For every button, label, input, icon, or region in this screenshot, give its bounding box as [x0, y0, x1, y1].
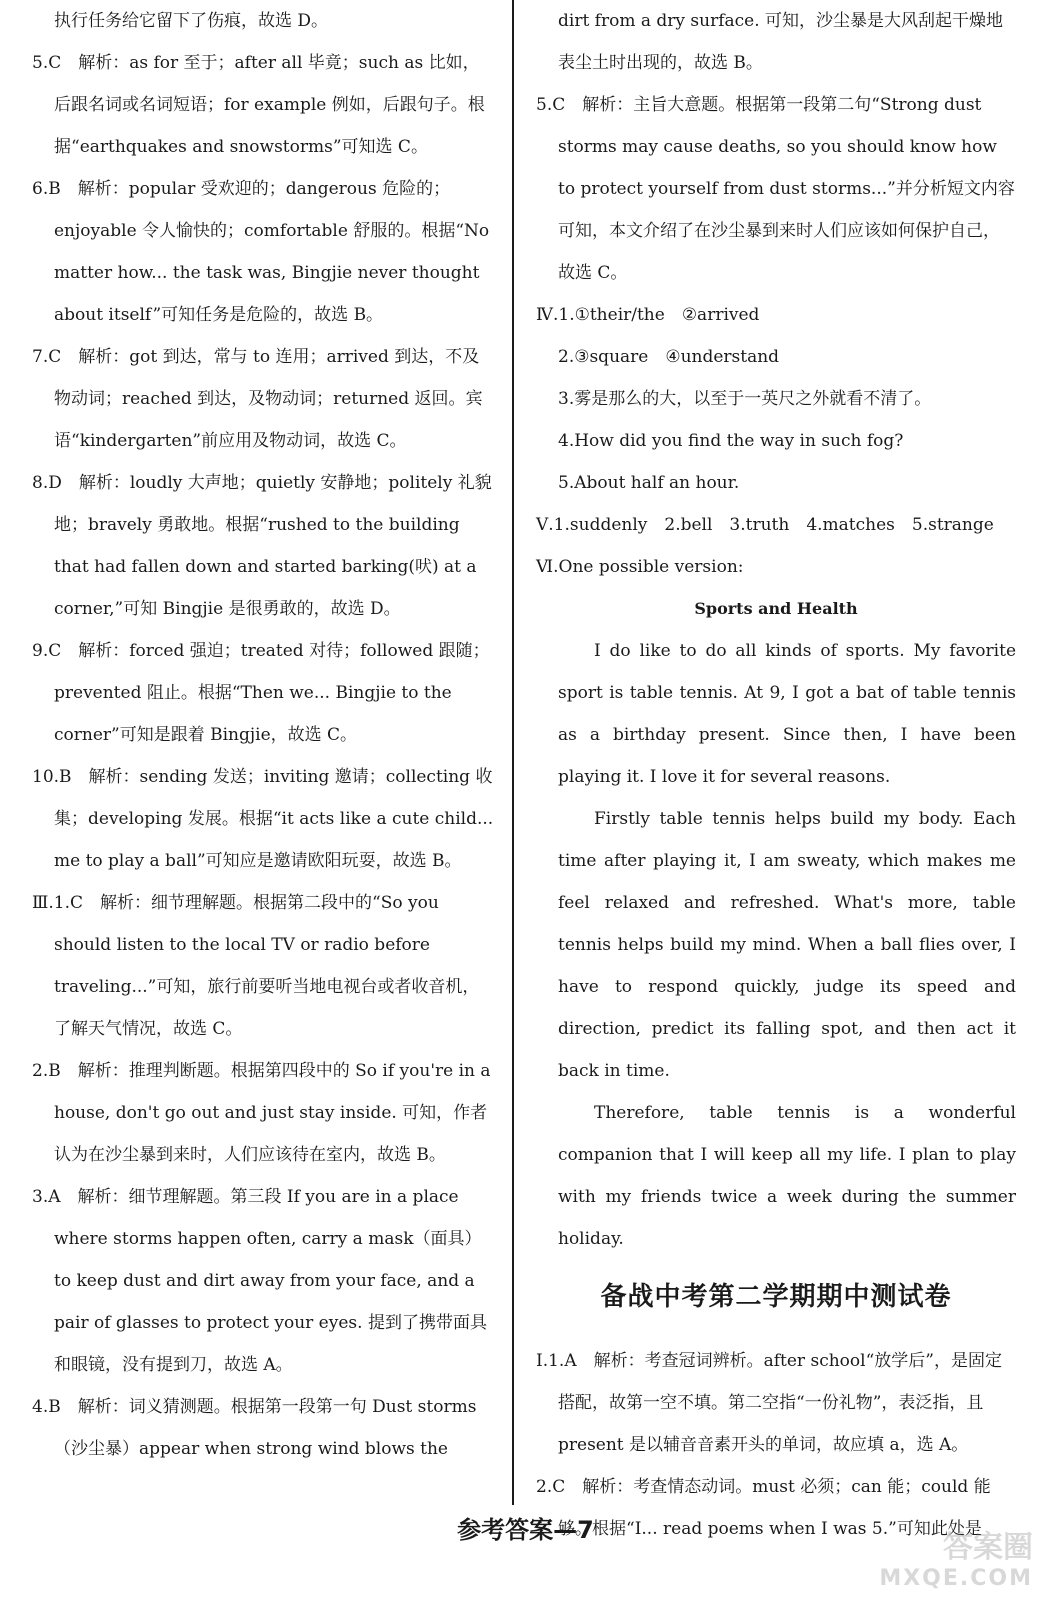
answer-item: 2.C 解析：考查情态动词。must 必须；can 能；could 能够。根据“I... read poems when I was 5.”可知此处是: [536, 1477, 991, 1539]
answer-item: Ⅰ.1.A 解析：考查冠词辨析。after school“放学后”，是固定搭配，故第一空不填。第二空指“一份礼物”，表泛指，且 present 是以辅音音素开头的单词，故应填 a，选 A。: [536, 1351, 1002, 1455]
answer-continuation: 执行任务给它留下了伤痕，故选 D。: [54, 11, 329, 31]
answer-item: 5.C 解析：主旨大意题。根据第一段第二句“Strong dust storms may cause deaths, so you should know how to protect yourself from dust storms...”并分析短文内容可知，本文介绍了在沙尘暴到来时人们应该如何保护自己，故选 C。: [536, 95, 1015, 283]
watermark-url: MXQE.COM: [879, 1566, 1033, 1591]
answer-item: 2.B 解析：推理判断题。根据第四段中的 So if you're in a house, don't go out and just stay inside. 可知，作者认为在沙尘暴到来时，人们应该待在室内，故选 B。: [32, 1061, 491, 1165]
essay-paragraph: I do like to do all kinds of sports. My favorite sport is table tennis. At 9, I got a bat of table tennis as a birthday present. Since then, I have been playing it. I love it for several reasons.: [558, 641, 1016, 787]
answer-item: 2.③square ④understand: [558, 347, 780, 367]
column-divider: [512, 0, 514, 1505]
answer-continuation: dirt from a dry surface. 可知，沙尘暴是大风刮起干燥地表尘土时出现的，故选 B。: [558, 11, 1004, 73]
essay-paragraph: Firstly table tennis helps build my body. Each time after playing it, I am sweaty, which makes me feel relaxed and refreshed. What's more, table tennis helps build my mind. When a ball flies over, I have to respond quickly, judge its speed and direction, predict its falling spot, and then act it back in time.: [558, 809, 1016, 1081]
answer-item: 3.A 解析：细节理解题。第三段 If you are in a place where storms happen often, carry a mask（面具）to keep dust and dirt away from your face, and a pair of glasses to protect your eyes. 提到了携带面具和眼镜，没有提到刀，故选 A。: [32, 1187, 487, 1375]
page-footer: 参考答案—7: [457, 1516, 594, 1544]
answer-item: Ⅲ.1.C 解析：细节理解题。根据第二段中的“So you should listen to the local TV or radio before traveling...”可知，旅行前要听当地电视台或者收音机，了解天气情况，故选 C。: [32, 893, 480, 1039]
watermark-logo: [843, 1530, 1033, 1596]
watermark-text: 答案圈: [943, 1530, 1033, 1565]
left-column: [32, 0, 494, 1470]
answer-item: 10.B 解析：sending 发送；inviting 邀请；collecting 收集；developing 发展。根据“it acts like a cute child... me to play a ball”可知应是邀请欧阳玩耍，故选 B。: [32, 767, 494, 871]
answer-item: Ⅵ.One possible version:: [536, 557, 744, 577]
answer-item: 5.C 解析：as for 至于；after all 毕竟；such as 比如，后跟名词或名词短语；for example 例如，后跟句子。根据“earthquakes and snowstorms”可知选 C。: [32, 53, 485, 157]
answer-item: 4.B 解析：词义猜测题。根据第一段第一句 Dust storms（沙尘暴）appear when strong wind blows the: [32, 1397, 477, 1459]
answer-item: 6.B 解析：popular 受欢迎的；dangerous 危险的；enjoyable 令人愉快的；comfortable 舒服的。根据“No matter how... the task was, Bingjie never thought about itself”可知任务是危险的，故选 B。: [32, 179, 490, 325]
right-column: [536, 0, 1016, 1550]
answer-item: 4.How did you find the way in such fog?: [558, 431, 904, 451]
answer-item: 3.雾是那么的大，以至于一英尺之外就看不清了。: [558, 389, 932, 409]
essay-paragraph: Therefore, table tennis is a wonderful companion that I will keep all my life. I plan to play with my friends twice a week during the summer holiday.: [558, 1103, 1016, 1249]
answer-item: Ⅳ.1.①their/the ②arrived: [536, 305, 760, 325]
answer-item: 7.C 解析：got 到达，常与 to 连用；arrived 到达，不及物动词；reached 到达，及物动词；returned 返回。宾语“kindergarten”前应用及物动词，故选 C。: [32, 347, 483, 451]
essay-title: Sports and Health: [694, 599, 858, 618]
answer-item: 8.D 解析：loudly 大声地；quietly 安静地；politely 礼貌地；bravely 勇敢地。根据“rushed to the building that had fallen down and started barking(吠) at a corner,”可知 Bingjie 是很勇敢的，故选 D。: [32, 473, 492, 619]
answer-item: 9.C 解析：forced 强迫；treated 对待；followed 跟随；prevented 阻止。根据“Then we... Bingjie to the corner”可知是跟着 Bingjie，故选 C。: [32, 641, 490, 745]
answer-item: 5.About half an hour.: [558, 473, 740, 493]
exam-section-title: 备战中考第二学期期中测试卷: [600, 1282, 952, 1312]
answer-item: Ⅴ.1.suddenly 2.bell 3.truth 4.matches 5.strange: [536, 515, 994, 535]
